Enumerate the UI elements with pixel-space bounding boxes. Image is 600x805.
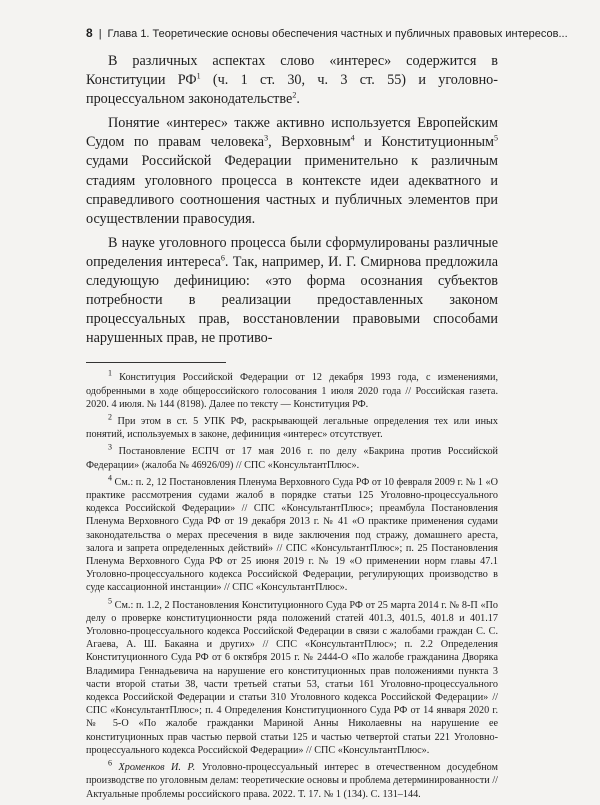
footnote-divider: [86, 362, 226, 363]
running-title: Глава 1. Теоретические основы обеспечения частных и публичных правовых интересов...: [107, 28, 568, 40]
footnote-number: 6: [108, 758, 112, 768]
footnote-ref-3[interactable]: 3: [264, 133, 269, 143]
footnote-number: 1: [108, 369, 112, 379]
footnote-text: См.: п. 1.2, 2 Постановления Конституционного Суда РФ от 25 марта 2014 г. № 8-П «По делу о проверке конституционности ряда положений статей 401.3, 401.5, 401.8 и 401.17 Уголовно-процессуального кодекса Российской Федерации в связи с жалобами граждан С. С. Агаева, А. Ш. Бакаяна и других» // СПС «КонсультантПлюс»; п. 2.2 Определения Конституционного Суда РФ от 6 октября 2015 г. № 2444-О «По жалобе гражданина Дворяка Владимира Геннадьевича на нарушение его конституционных прав положениями пункта 3 части второй статьи 38, части третьей статьи 53, статьи 161 Уголовно-процессуального кодекса Российской Федерации и статьи 310 Уголовного кодекса Российской Федерации» // СПС «КонсультантПлюс»; п. 4 Определения Конституционного Суда РФ от 14 января 2020 г. № 5-О «По жалобе гражданки Мариной Анны Николаевны на нарушение ее конституционных прав частью первой статьи 125 и частью четвертой статьи 221 Уголовно-процессуального кодекса Российской Федерации» // СПС «КонсультантПлюс».: [86, 599, 498, 756]
page-number: 8: [86, 26, 93, 40]
footnote-6: [86, 758, 498, 801]
footnote-number: 5: [108, 596, 112, 606]
footnote-ref-5[interactable]: 5: [494, 133, 498, 143]
footnote-author: Хроменков И. Р.: [112, 762, 196, 774]
footnote-ref-6[interactable]: 6: [220, 253, 225, 263]
paragraph-text: .: [296, 91, 300, 108]
paragraph-text: судами Российской Федерации применительно к различным стадиям уголовного процесса в контексте идеи адекватного и справедливого соотношения частных и публичных элементов при осуществлении правосудия.: [86, 153, 498, 227]
running-header: [86, 26, 568, 41]
footnote-3: [86, 445, 498, 471]
footnote-number: 3: [108, 443, 112, 453]
paragraph-1: [86, 52, 498, 109]
footnote-text: При этом в ст. 5 УПК РФ, раскрывающей легальные определения тех или иных понятий, используемых в законе, дефиниция «интерес» отсутствует.: [86, 416, 498, 441]
footnote-2: [86, 412, 498, 441]
footnote-ref-2[interactable]: 2: [292, 90, 297, 100]
paragraph-text: В различных аспектах слово «интерес» содержится в Конституции РФ: [86, 53, 498, 89]
footnote-4: [86, 473, 498, 595]
footnote-ref-1[interactable]: 1: [196, 71, 201, 81]
footnote-1: [86, 371, 498, 411]
paragraph-text: и Конституционным: [354, 134, 494, 151]
footnote-text: Постановление ЕСПЧ от 17 мая 2016 г. по делу «Бакрина против Российской Федерации» (жалоба № 46926/09) // СПС «КонсультантПлюс».: [86, 446, 498, 471]
footnote-text: См.: п. 2, 12 Постановления Пленума Верховного Суда РФ от 10 февраля 2009 г. № 1 «О практике рассмотрения судами жалоб в порядке статьи 125 Уголовно-процессуального кодекса Российской Федерации» // СПС «КонсультантПлюс»; преамбула Постановления Пленума Верховного Суда РФ от 19 декабря 2013 г. № 41 «О практике применения судами законодательства о мерах пресечения в виде заключения под стражу, домашнего ареста, залога и запрета определенных действий» // СПС «КонсультантПлюс»; п. 25 Постановления Пленума Верховного Суда РФ от 25 июня 2019 г. № 19 «О применении норм главы 47.1 Уголовно-процессуального кодекса Российской Федерации, регулирующих производство в суде кассационной инстанции» // СПС «КонсультантПлюс».: [86, 476, 498, 594]
main-text: [86, 52, 498, 805]
footnote-text: Уголовно-процессуальный интерес в отечественном досудебном производстве по уголовным делам: теоретические основы и проблема детерминированности // Актуальные проблемы российского права. 2022. Т. 17. № 1 (134). С. 131–144.: [86, 762, 498, 800]
paragraph-text: , Верховным: [268, 134, 351, 151]
footnote-ref-4[interactable]: 4: [350, 133, 355, 143]
paragraph-3: [86, 234, 498, 349]
footnote-5: [86, 596, 498, 757]
paragraph-text: Понятие «интерес» также активно используется Европейским Судом по правам человека: [86, 115, 498, 151]
footnote-number: 2: [108, 412, 112, 422]
header-separator: |: [98, 28, 102, 40]
paragraph-text: . Так, например, И. Г. Смирнова предложила следующую дефиницию: «это форма осознания субъектов потребности в реализации предоставленных законом процессуальных прав, восстановлении правовыми способами нарушенных прав, не противо-: [86, 253, 498, 347]
paragraph-text: (ч. 1 ст. 30, ч. 3 ст. 55) и уголовно-процессуальном законодательстве: [86, 72, 498, 108]
paragraph-text: В науке уголовного процесса были сформулированы различные определения интереса: [86, 234, 498, 270]
footnote-text: Конституция Российской Федерации от 12 декабря 1993 года, с изменениями, одобренными в ходе общероссийского голосования 1 июля 2020 года // Российская газета. 2020. 4 июля. № 144 (8198). Далее по тексту — Конституция РФ.: [86, 372, 498, 410]
paragraph-2: [86, 114, 498, 229]
footnote-number: 4: [108, 473, 112, 483]
